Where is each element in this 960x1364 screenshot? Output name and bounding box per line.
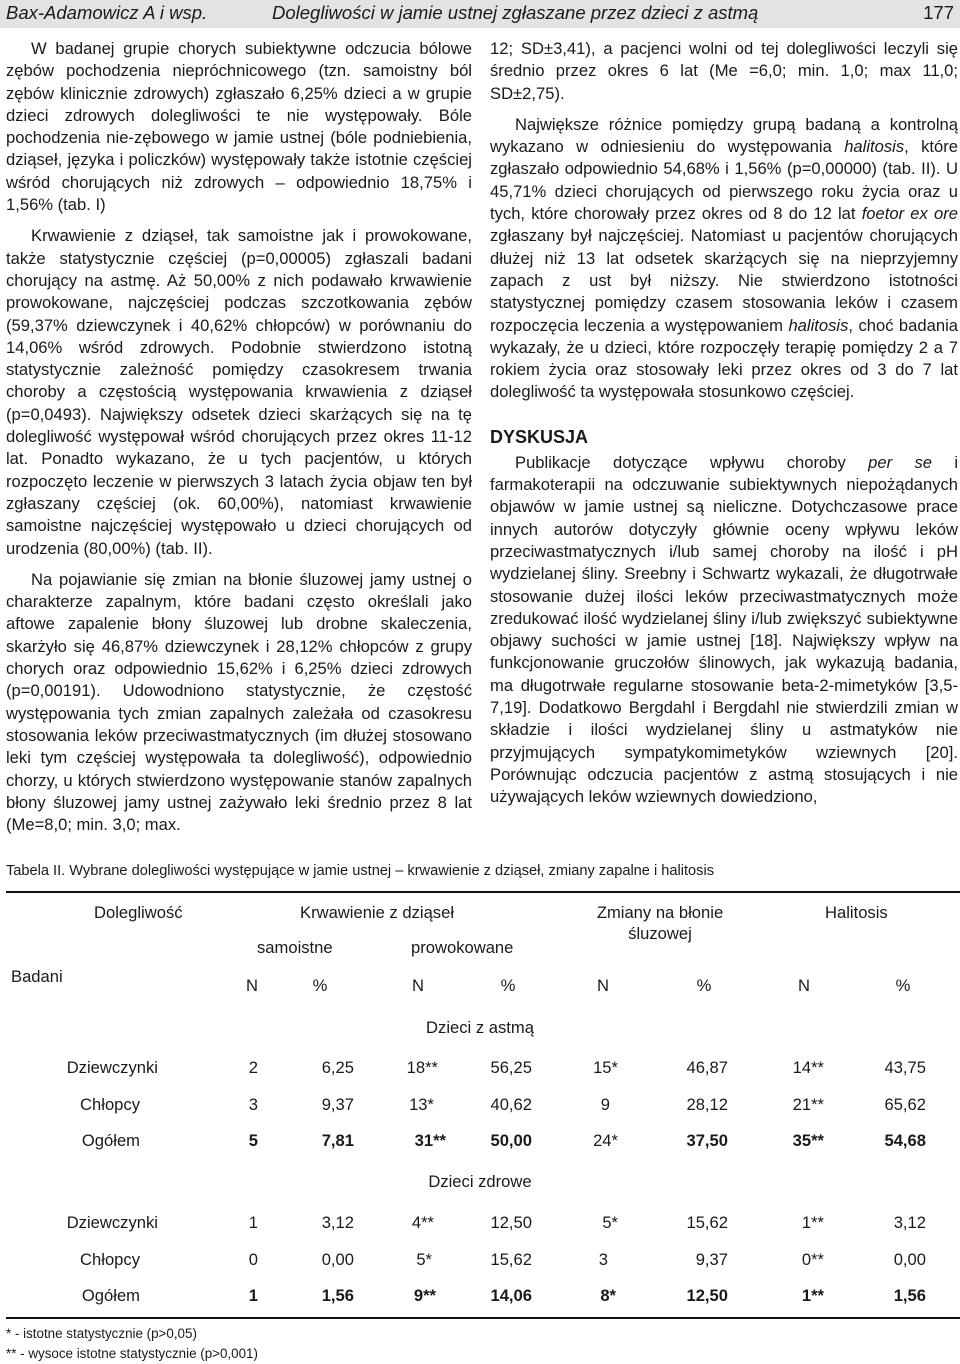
cell-value: 50,00 (490, 1131, 532, 1150)
cell-value: 1** (801, 1286, 824, 1305)
header-zmiany-line1: Zmiany na błonie (596, 903, 724, 922)
paragraph: 12; SD±3,41), a pacjenci wolni od tej dolegliwości leczyli się średnio przez okres 6 lat (Me =6,0; min. 1,0; max 11,0; SD±2,75). (490, 39, 958, 103)
text-run: Największe różnice pomiędzy grupą badaną a kontrolną wykazano w odniesieniu do występowania (490, 114, 958, 157)
table-caption: Tabela II. Wybrane dolegliwości występujące w jamie ustnej – krwawienie z dziąseł, zmiany zapalne i halitosis (6, 863, 714, 879)
header-authors: Bax-Adamowicz A i wsp. (6, 2, 208, 23)
cell-value: 31** (414, 1131, 446, 1150)
header-halitosis: Halitosis (825, 903, 888, 922)
text-run: i farmakoterapii na odczuwanie subiektywnych niepożądanych objawów w jamie ustnej są nieliczne. Dotychczasowe prace innych autorów dotyczyły głównie oceny wpływu leków przeciwastmatycznych i/lub samej choroby na ilość i pH wydzielanej śliny. Sreebny i Schwartz wykazali, że długotrwałe stosowanie dużej ilości leków przeciwastmatycznych może zredukować ilość wydzielanej śliny i/lub zwiększyć subiektywne objawy suchości w jamie ustnej [18]. Największy wpływ na funkcjonowanie gruczołów ślinowych, jak wykazują badania, ma długotrwałe regularne stosowanie beta-2-mimetyków [3,5-7,19]. Dodatkowo Bergdahl i Bergdahl nie stwierdzili zmian w składzie i ilości wydzielanej śliny u astmatyków nie przyjmujących sympatykomimetyków wziewnych [20]. Porównując odczucia pacjentów z astmą stosujących i nie używających leków wziewnych dowiedziono, (490, 452, 959, 807)
row-label: Ogółem (81, 1131, 140, 1150)
cell-value: 8* (600, 1286, 616, 1305)
cell-value: 3 (248, 1095, 258, 1114)
header-n: N (798, 976, 810, 995)
cell-value: 9** (413, 1286, 436, 1305)
header-n: N (246, 976, 258, 995)
text-run: Publikacje dotyczące wpływu choroby (515, 452, 869, 472)
cell-value: 1 (248, 1286, 258, 1305)
cell-value: 28,12 (686, 1095, 728, 1114)
paragraph: Na pojawianie się zmian na błonie śluzowej jamy ustnej o charakterze zapalnym, które badani często określali jako aftowe zapalenie błony śluzowej lub drobne skaleczenia, skarżyło się 46,87% dziewczynek i 28,12% chłopców z grupy chorych oraz odpowiednio 15,62% i 6,25% dzieci zdrowych (p=0,00191). Udowodniono statystycznie, że częstość występowania tych zmian zapalnych zależała od czasokresu stosowania leków przeciwastmatycznych (im dłużej stosowano leki tym częściej występowała ta dolegliwość), odpowiednio chorzy, u których stwierdzono występowanie stanów zapalnych błony śluzowej jamy ustnej zażywało leki średnio przez 8 lat (Me=8,0; min. 3,0; max. (6, 569, 472, 835)
italic-term: per se (868, 452, 932, 472)
cell-value: 3,12 (893, 1213, 926, 1232)
cell-value: 21** (792, 1095, 824, 1114)
cell-value: 5 (248, 1131, 258, 1150)
header-dolegliwosc: Dolegliwość (94, 903, 183, 922)
right-column (490, 38, 958, 818)
cell-value: 13* (409, 1095, 434, 1114)
cell-value: 9,37 (321, 1095, 354, 1114)
paragraph: W badanej grupie chorych subiektywne odczucia bólowe zębów pochodzenia niepróchnicowego (tzn. samoistny ból zębów klinicznie zdrowych) zgłaszało 6,25% dzieci a w grupie dzieci zdrowych dolegliwości te nie występowały. Bóle pochodzenia nie-zębowego w jamie ustnej (bóle podniebienia, dziąseł, języka i policzków) występowały także istotnie częściej wśród chorujących niż zdrowych – odpowiednio 18,75% i 1,56% (tab. I) (6, 39, 472, 215)
header-samoistne: samoistne (257, 938, 333, 957)
cell-value: 1,56 (321, 1286, 354, 1305)
header-krwawienie: Krwawienie z dziąseł (300, 903, 455, 922)
table-bottom-rule (6, 1317, 960, 1319)
cell-value: 35** (792, 1131, 824, 1150)
paragraph (490, 114, 958, 404)
header-zmiany-line2: śluzowej (628, 924, 692, 943)
text-run: , choć badania wykazały, że u dzieci, które rozpoczęły terapię pomiędzy 2 a 7 rokiem życia oraz stosowały leki przez okres od 3 do 7 lat dolegliwość ta występowała stosunkowo częściej. (490, 315, 958, 402)
cell-value: 15* (593, 1058, 618, 1077)
cell-value: 15,62 (686, 1213, 728, 1232)
cell-value: 56,25 (490, 1058, 532, 1077)
header-pct: % (696, 976, 712, 995)
cell-value: 46,87 (686, 1058, 728, 1077)
cell-value: 0,00 (893, 1250, 926, 1269)
header-prowokowane: prowokowane (411, 938, 514, 957)
paragraph (490, 452, 958, 809)
table-top-rule (6, 891, 960, 893)
row-label: Dziewczynki (66, 1058, 158, 1077)
group-title: Dzieci z astmą (426, 1018, 534, 1037)
header-n: N (597, 976, 609, 995)
cell-value: 14,06 (490, 1286, 532, 1305)
footnote: * - istotne statystycznie (p>0,05) (6, 1326, 197, 1341)
group-title: Dzieci zdrowe (428, 1172, 532, 1191)
cell-value: 3 (598, 1250, 608, 1269)
cell-value: 1 (248, 1213, 258, 1232)
header-pct: % (500, 976, 516, 995)
paragraph: Krwawienie z dziąseł, tak samoistne jak i prowokowane, także statystycznie częściej (p=0,00005) zgłaszali badani chorujący na astmę. Aż 50,00% z nich podawało krwawienie prowokowane, najczęściej podczas szczotkowania zębów (59,37% dziewczynek i 40,62% chłopców) w porównaniu do 14,06% wśród zdrowych. Podobnie stwierdzono istotną statystycznie zależność pomiędzy czasokresem trwania choroby a częstością występowania krwawienia z dziąseł (p=0,0493). Największy odsetek dzieci skarżących się na tę dolegliwość występował wśród chorujących przez okres 11-12 lat. Ponadto wykazano, że u tych pacjentów, u których rozpoczęto leczenie w pierwszych 3 latach życia objaw ten był zgłaszany częściej (ok. 60,00%), natomiast krwawienie samoistne najczęściej występowało u dzieci chorujących od urodzenia (80,00%) (tab. II). (6, 226, 472, 558)
cell-value: 24* (593, 1131, 618, 1150)
cell-value: 2 (248, 1058, 258, 1077)
italic-term: halitosis (844, 137, 905, 157)
cell-value: 40,62 (490, 1095, 532, 1114)
header-badani: Badani (11, 967, 63, 986)
cell-value: 15,62 (490, 1250, 532, 1269)
cell-value: 6,25 (321, 1058, 354, 1077)
cell-value: 5* (602, 1213, 618, 1232)
cell-value: 12,50 (686, 1286, 728, 1305)
cell-value: 5* (416, 1250, 432, 1269)
cell-value: 0,00 (321, 1250, 354, 1269)
cell-value: 9,37 (695, 1250, 728, 1269)
cell-value: 43,75 (884, 1058, 926, 1077)
cell-value: 0** (801, 1250, 824, 1269)
row-label: Ogółem (81, 1286, 140, 1305)
cell-value: 4** (411, 1213, 434, 1232)
cell-value: 7,81 (321, 1131, 354, 1150)
section-heading: DYSKUSJA (490, 426, 589, 447)
cell-value: 12,50 (490, 1213, 532, 1232)
page-number: 177 (923, 2, 954, 23)
cell-value: 54,68 (884, 1131, 926, 1150)
cell-value: 18** (406, 1058, 438, 1077)
left-column (6, 38, 472, 845)
italic-term: halitosis (788, 315, 849, 335)
italic-term: foetor ex ore (861, 204, 958, 224)
cell-value: 3,12 (321, 1213, 354, 1232)
cell-value: 65,62 (884, 1095, 926, 1114)
cell-value: 1** (801, 1213, 824, 1232)
row-label: Chłopcy (80, 1250, 140, 1269)
header-pct: % (312, 976, 328, 995)
text-run: zgłaszany był najczęściej. Natomiast u pacjentów chorujących dłużej niż 13 lat odsetek skarżących się na nieprzyjemny zapach z ust był niższy. Nie stwierdzono istotności statystycznej pomiędzy czasem stosowania leków i czasem rozpoczęcia leczenia a występowaniem (490, 226, 958, 335)
text-run: , które zgłaszało odpowiednio 54,68% i 1,56% (p=0,00000) (tab. II). U 45,71% dzieci chorujących od pierwszego roku życia oraz u tych, które chorowały przez okres od 8 do 12 lat (490, 137, 958, 224)
cell-value: 9 (600, 1095, 610, 1114)
cell-value: 14** (792, 1058, 824, 1077)
page-header (0, 0, 960, 28)
cell-value: 37,50 (686, 1131, 728, 1150)
cell-value: 1,56 (893, 1286, 926, 1305)
header-n: N (412, 976, 424, 995)
header-title: Dolegliwości w jamie ustnej zgłaszane przez dzieci z astmą (272, 2, 759, 23)
row-label: Chłopcy (80, 1095, 140, 1114)
row-label: Dziewczynki (66, 1213, 158, 1232)
footnote: ** - wysoce istotne statystycznie (p>0,001) (6, 1346, 258, 1361)
cell-value: 0 (248, 1250, 258, 1269)
header-pct: % (895, 976, 911, 995)
